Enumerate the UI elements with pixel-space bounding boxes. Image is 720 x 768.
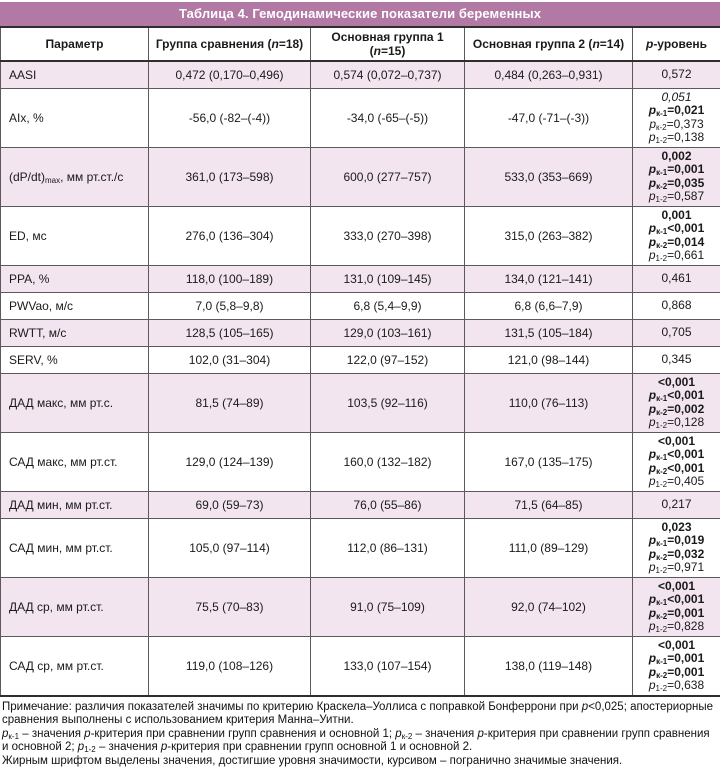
value-cell: 119,0 (108–126): [149, 636, 311, 696]
value-cell: 92,0 (74–102): [465, 577, 633, 636]
p-value-line: $p_{1-2}=0,587$: [635, 190, 718, 204]
table-row: [1, 491, 720, 518]
table-row: [1, 319, 720, 346]
p-value-line: 0,345: [635, 353, 718, 367]
table-title: Таблица 4. Гемодинамические показатели беременных: [0, 2, 720, 26]
p-value-cell: [633, 491, 720, 518]
p-value-line: $p_{1-2}=0,638$: [635, 679, 718, 693]
value-cell: 276,0 (136–304): [149, 206, 311, 265]
p-value-line: <0,001: [635, 435, 718, 449]
p-value-line: $p_{1-2}=0,828$: [635, 620, 718, 634]
p-value-line: $p_{к-2}=0,001$: [635, 607, 718, 621]
p-value-cell: [633, 432, 720, 491]
parameter-cell: SERV, %: [1, 346, 149, 373]
p-value-cell: [633, 61, 720, 88]
p-value-cell: [633, 206, 720, 265]
col-header-comparison-group: Группа сравнения (n=18): [149, 27, 311, 61]
table-row: [1, 518, 720, 577]
table-row: [1, 577, 720, 636]
p-value-line: 0,002: [635, 150, 718, 164]
p-value-line: $p_{1-2}=0,661$: [635, 249, 718, 263]
p-value-line: $p_{к-2}=0,035$: [635, 177, 718, 191]
p-value-line: 0,051: [635, 91, 718, 105]
parameter-cell: AASI: [1, 61, 149, 88]
parameter-cell: ДАД мин, мм рт.ст.: [1, 491, 149, 518]
value-cell: 75,5 (70–83): [149, 577, 311, 636]
p-value-line: $p_{к-1}<0,001$: [635, 593, 718, 607]
value-cell: 131,0 (109–145): [311, 265, 465, 292]
footnote-definitions: $p_{к-1}$ – значения p-критерия при сравнении групп сравнения и основной 1; $p_{к-2}$ – значения p-критерия при сравнении групп сравнения и основной 2; $p_{1-2}$ – значения p-критерия при сравнении групп основной 1 и основной 2.: [2, 728, 717, 755]
p-value-line: 0,023: [635, 521, 718, 535]
p-value-line: $p_{1-2}=0,405$: [635, 475, 718, 489]
col-header-main-group-1: Основная группа 1 (n=15): [311, 27, 465, 61]
table-body: [1, 61, 720, 696]
value-cell: 6,8 (5,4–9,9): [311, 292, 465, 319]
value-cell: 361,0 (173–598): [149, 147, 311, 206]
value-cell: 71,5 (64–85): [465, 491, 633, 518]
p-value-line: 0,461: [635, 272, 718, 286]
p-value-cell: [633, 577, 720, 636]
p-value-line: <0,001: [635, 580, 718, 594]
p-value-line: $p_{к-2}=0,032$: [635, 548, 718, 562]
table-footnote: [0, 697, 720, 768]
p-value-line: $p_{к-1}<0,001$: [635, 448, 718, 462]
p-value-cell: [633, 373, 720, 432]
p-value-cell: [633, 518, 720, 577]
value-cell: 112,0 (86–131): [311, 518, 465, 577]
value-cell: 102,0 (31–304): [149, 346, 311, 373]
parameter-cell: САД макс, мм рт.ст.: [1, 432, 149, 491]
p-value-line: $p_{к-2}=0,373$: [635, 118, 718, 132]
p-value-line: $p_{1-2}=0,971$: [635, 561, 718, 575]
p-value-cell: [633, 88, 720, 147]
value-cell: 129,0 (103–161): [311, 319, 465, 346]
value-cell: 134,0 (121–141): [465, 265, 633, 292]
table-row: [1, 88, 720, 147]
footnote-note: Примечание: различия показателей значимы по критерию Краскела–Уоллиса с поправкой Бонферрони при p<0,025; апостериорные сравнения выполнены с использованием критерия Манна–Уитни.: [2, 701, 717, 728]
parameter-cell: САД ср, мм рт.ст.: [1, 636, 149, 696]
p-value-line: $p_{к-1}=0,019$: [635, 534, 718, 548]
p-value-line: $p_{к-1}<0,001$: [635, 222, 718, 236]
p-value-line: $p_{к-2}<0,001$: [635, 462, 718, 476]
p-value-line: $p_{1-2}=0,128$: [635, 416, 718, 430]
parameter-cell: PWVao, м/с: [1, 292, 149, 319]
table-row: [1, 346, 720, 373]
value-cell: 167,0 (135–175): [465, 432, 633, 491]
p-value-line: $p_{к-1}<0,001$: [635, 389, 718, 403]
p-value-line: 0,001: [635, 209, 718, 223]
parameter-cell: $(dP/dt)_{max}$, мм рт.ст./с: [1, 147, 149, 206]
p-value-line: $p_{к-1}=0,021$: [635, 104, 718, 118]
p-value-cell: [633, 292, 720, 319]
p-value-line: $p_{к-2}=0,002$: [635, 403, 718, 417]
value-cell: 160,0 (132–182): [311, 432, 465, 491]
value-cell: 118,0 (100–189): [149, 265, 311, 292]
value-cell: 131,5 (105–184): [465, 319, 633, 346]
p-value-line: $p_{к-2}=0,014$: [635, 236, 718, 250]
value-cell: 0,574 (0,072–0,737): [311, 61, 465, 88]
parameter-cell: ED, мс: [1, 206, 149, 265]
value-cell: 129,0 (124–139): [149, 432, 311, 491]
value-cell: 121,0 (98–144): [465, 346, 633, 373]
parameter-cell: САД мин, мм рт.ст.: [1, 518, 149, 577]
p-value-line: $p_{к-1}=0,001$: [635, 163, 718, 177]
parameter-cell: AIx, %: [1, 88, 149, 147]
value-cell: 7,0 (5,8–9,8): [149, 292, 311, 319]
parameter-cell: ДАД макс, мм рт.с.: [1, 373, 149, 432]
hemodynamics-table: [0, 26, 720, 697]
p-value-cell: [633, 319, 720, 346]
col-header-p-level: p-уровень: [633, 27, 720, 61]
value-cell: 76,0 (55–86): [311, 491, 465, 518]
table-row: [1, 206, 720, 265]
p-value-line: $p_{к-2}=0,001$: [635, 666, 718, 680]
table-row: [1, 265, 720, 292]
table-row: [1, 432, 720, 491]
parameter-cell: ДАД ср, мм рт.ст.: [1, 577, 149, 636]
value-cell: 600,0 (277–757): [311, 147, 465, 206]
col-header-main-group-2: Основная группа 2 (n=14): [465, 27, 633, 61]
p-value-line: 0,705: [635, 326, 718, 340]
value-cell: -47,0 (-71–(-3)): [465, 88, 633, 147]
value-cell: 133,0 (107–154): [311, 636, 465, 696]
value-cell: -56,0 (-82–(-4)): [149, 88, 311, 147]
p-value-line: $p_{1-2}=0,138$: [635, 131, 718, 145]
value-cell: 0,472 (0,170–0,496): [149, 61, 311, 88]
p-value-cell: [633, 147, 720, 206]
parameter-cell: RWTT, м/с: [1, 319, 149, 346]
footnote-legend: Жирным шрифтом выделены значения, достигшие уровня значимости, курсивом – погранично значимые значения.: [2, 755, 717, 768]
p-value-line: <0,001: [635, 639, 718, 653]
value-cell: 91,0 (75–109): [311, 577, 465, 636]
table-row: [1, 636, 720, 696]
parameter-cell: PPA, %: [1, 265, 149, 292]
p-value-line: 0,572: [635, 68, 718, 82]
value-cell: 122,0 (97–152): [311, 346, 465, 373]
p-value-line: <0,001: [635, 376, 718, 390]
header-row: [1, 27, 720, 61]
value-cell: 103,5 (92–116): [311, 373, 465, 432]
value-cell: 105,0 (97–114): [149, 518, 311, 577]
table-row: [1, 292, 720, 319]
table-row: [1, 373, 720, 432]
value-cell: 0,484 (0,263–0,931): [465, 61, 633, 88]
p-value-line: $p_{к-1}=0,001$: [635, 652, 718, 666]
col-header-parameter: Параметр: [1, 27, 149, 61]
value-cell: 128,5 (105–165): [149, 319, 311, 346]
p-value-line: 0,217: [635, 498, 718, 512]
p-value-cell: [633, 265, 720, 292]
table-row: [1, 147, 720, 206]
value-cell: 6,8 (6,6–7,9): [465, 292, 633, 319]
p-value-cell: [633, 636, 720, 696]
value-cell: -34,0 (-65–(-5)): [311, 88, 465, 147]
p-value-line: 0,868: [635, 299, 718, 313]
value-cell: 111,0 (89–129): [465, 518, 633, 577]
value-cell: 110,0 (76–113): [465, 373, 633, 432]
value-cell: 69,0 (59–73): [149, 491, 311, 518]
value-cell: 138,0 (119–148): [465, 636, 633, 696]
table-row: [1, 61, 720, 88]
value-cell: 315,0 (263–382): [465, 206, 633, 265]
value-cell: 81,5 (74–89): [149, 373, 311, 432]
value-cell: 333,0 (270–398): [311, 206, 465, 265]
p-value-cell: [633, 346, 720, 373]
value-cell: 533,0 (353–669): [465, 147, 633, 206]
